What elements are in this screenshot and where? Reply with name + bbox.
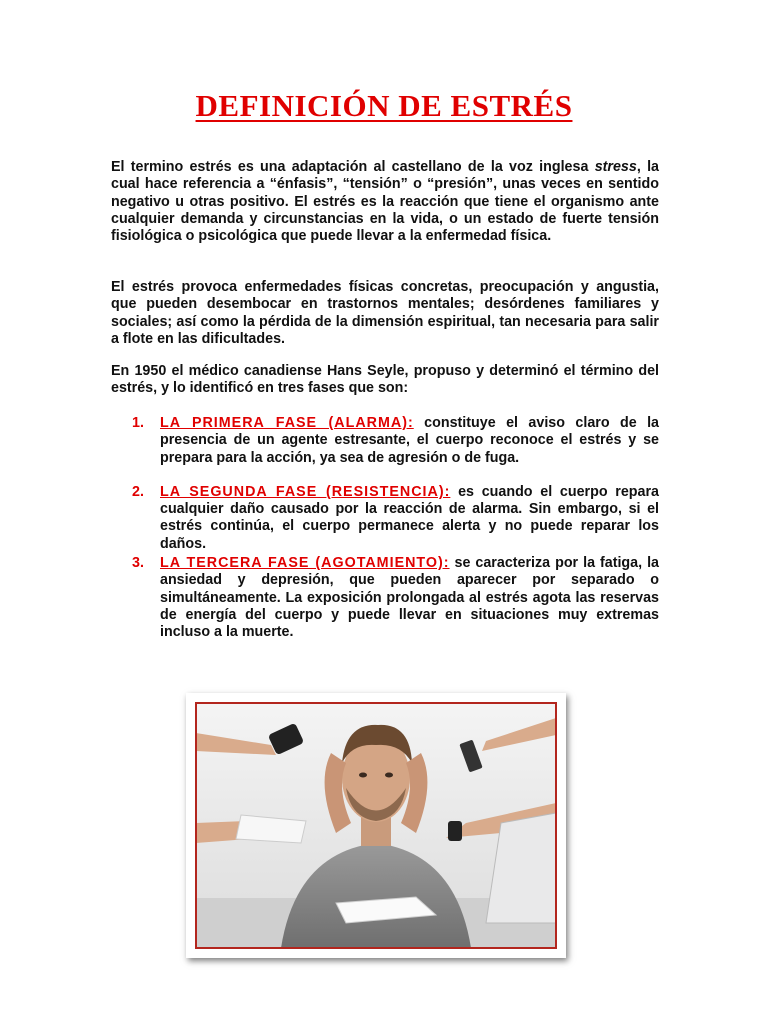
paragraph-definition-start: El termino estrés es una adaptación al castellano de la voz inglesa	[111, 159, 595, 175]
paragraph-definition	[111, 159, 659, 245]
phase-label: LA SEGUNDA FASE (RESISTENCIA):	[160, 483, 451, 500]
phase-number: 3.	[132, 555, 144, 572]
phase-description: es cuando el cuerpo repara cualquier daño causado por la reacción de alarma. Sin embargo, si el estrés continúa, el cuerpo permanece alerta y no puede reparar los daños.	[160, 483, 659, 552]
stressed-man-photo	[186, 693, 566, 958]
list-item	[132, 415, 659, 467]
paragraph-history: En 1950 el médico canadiense Hans Seyle, propuso y determinó el término del estrés, y lo identificó en tres fases que son:	[111, 363, 659, 397]
phase-number: 2.	[132, 483, 144, 500]
stress-word: stress	[594, 159, 637, 175]
phase-label: LA PRIMERA FASE (ALARMA):	[160, 415, 414, 431]
paragraph-definition-end: , la cual hace referencia a “énfasis”, “tensión” o “presión”, unas veces en sentido negativo u otras positivo. El estrés es la reacción que tiene el organismo ante cualquier demanda y circunstancias en la vida, o un estado de fuerte tensión fisiológica o psicológica que puede llevar a la enfermedad física.	[111, 159, 659, 245]
paragraph-effects: El estrés provoca enfermedades físicas concretas, preocupación y angustia, que pueden desembocar en trastornos mentales; desórdenes familiares y sociales; así como la pérdida de la dimensión espiritual, tan necesaria para salir a flote en las dificultades.	[111, 279, 659, 347]
photo-illustration	[186, 693, 566, 958]
list-item	[132, 484, 659, 553]
phases-list	[132, 415, 659, 642]
phase-number: 1.	[132, 415, 144, 431]
phase-description: se caracteriza por la fatiga, la ansiedad y depresión, que pueden aparecer por separado o simultáneamente. La exposición prolongada al estrés agota las reservas de energía del cuerpo y puede llevar en situaciones muy extremas incluso a la muerte.	[160, 555, 659, 641]
page-title: DEFINICIÓN DE ESTRÉS	[195, 88, 573, 123]
list-item	[132, 555, 659, 641]
phase-description: constituye el aviso claro de la presencia de un agente estresante, el cuerpo reconoce el estrés y se prepara para la acción, ya sea de agresión o de fuga.	[160, 415, 660, 466]
phase-label: LA TERCERA FASE (AGOTAMIENTO):	[160, 555, 450, 572]
